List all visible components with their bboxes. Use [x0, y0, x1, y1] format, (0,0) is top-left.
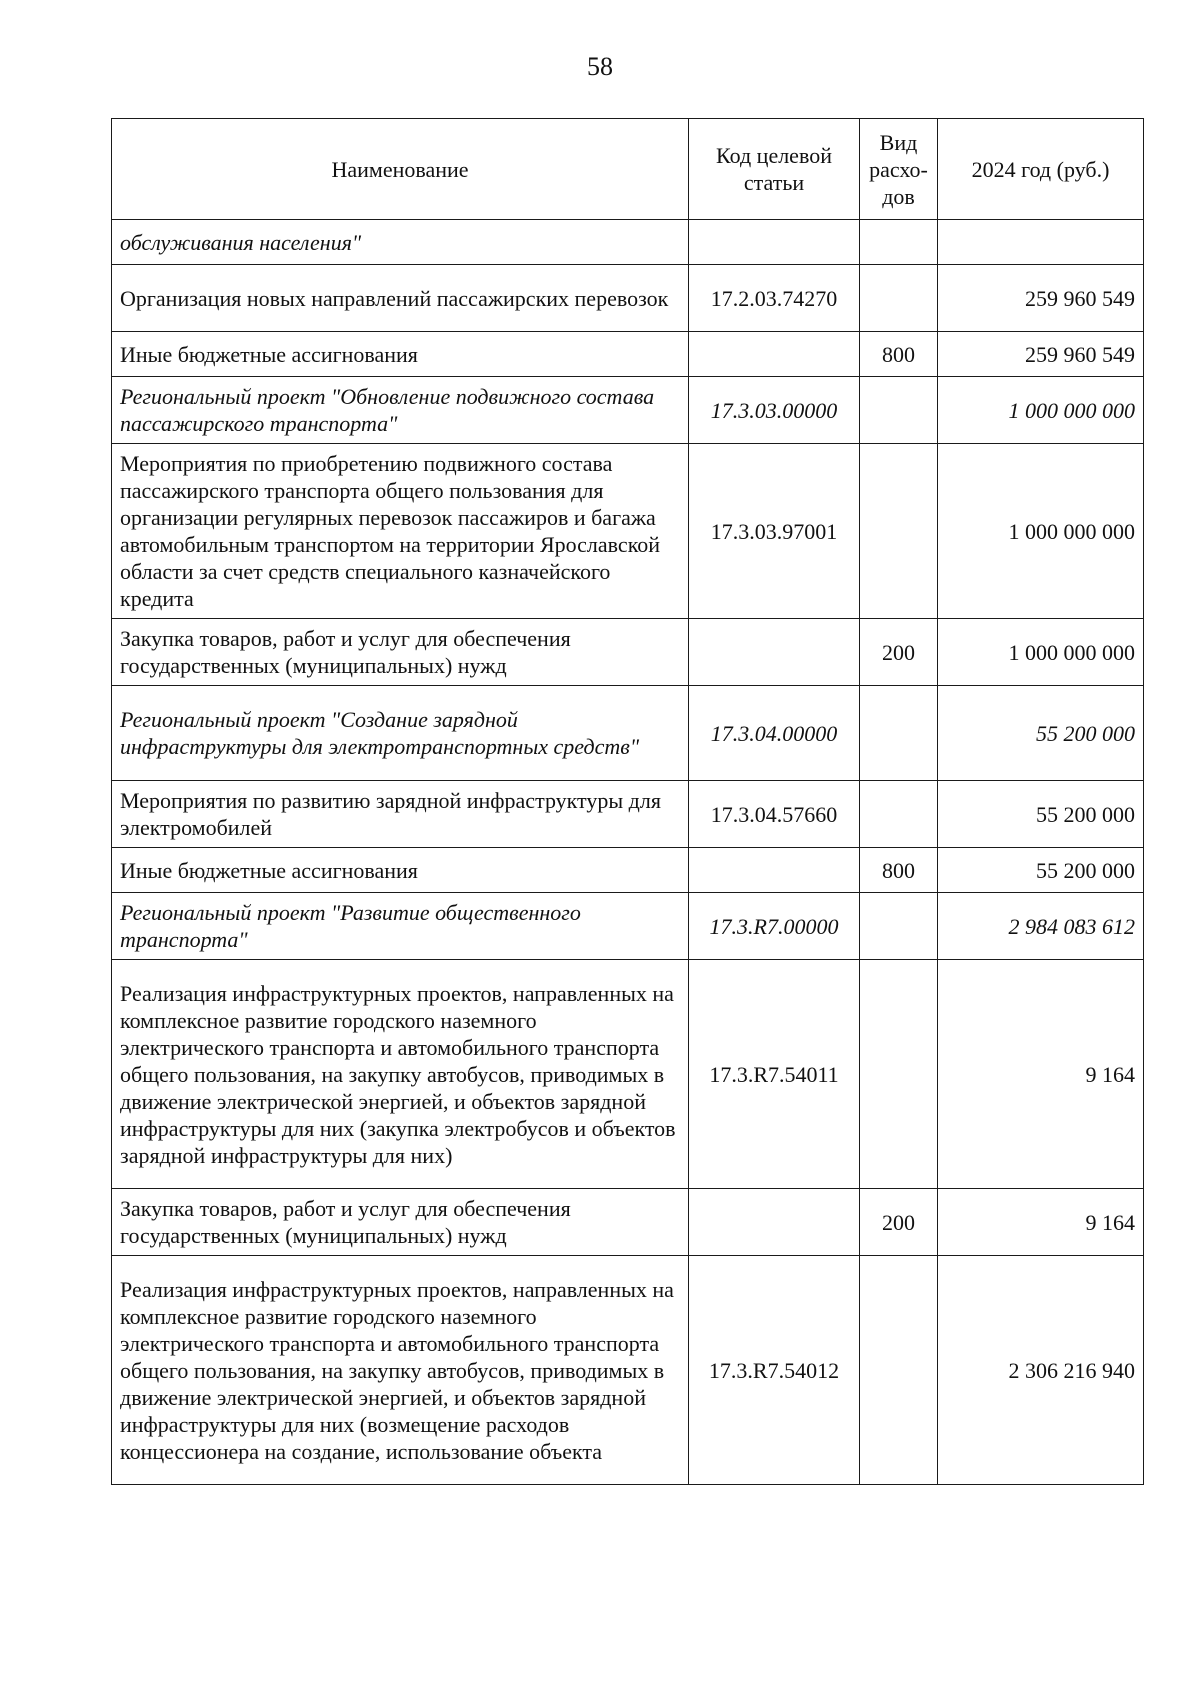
- cell-amount: 9 164: [938, 960, 1144, 1189]
- table-row: [112, 332, 1144, 377]
- cell-name: обслуживания населения": [112, 220, 689, 265]
- cell-amount: [938, 220, 1144, 265]
- cell-amount: 2 306 216 940: [938, 1256, 1144, 1485]
- cell-amount: 259 960 549: [938, 332, 1144, 377]
- cell-amount: 1 000 000 000: [938, 619, 1144, 686]
- cell-code: 17.2.03.74270: [689, 265, 860, 332]
- cell-kind: [860, 1256, 938, 1485]
- cell-amount: 55 200 000: [938, 686, 1144, 781]
- table-row: [112, 377, 1144, 444]
- cell-name: Региональный проект "Создание зарядной инфраструктуры для электротранспортных средств": [112, 686, 689, 781]
- cell-code: 17.3.03.00000: [689, 377, 860, 444]
- cell-code: [689, 848, 860, 893]
- cell-kind: [860, 781, 938, 848]
- cell-kind: [860, 960, 938, 1189]
- cell-kind: [860, 444, 938, 619]
- cell-kind: [860, 893, 938, 960]
- cell-amount: 259 960 549: [938, 265, 1144, 332]
- cell-amount: 55 200 000: [938, 781, 1144, 848]
- table-row: [112, 220, 1144, 265]
- cell-amount: 1 000 000 000: [938, 377, 1144, 444]
- cell-code: 17.3.04.57660: [689, 781, 860, 848]
- cell-name: Мероприятия по развитию зарядной инфраструктуры для электромобилей: [112, 781, 689, 848]
- cell-kind: [860, 220, 938, 265]
- cell-name: Иные бюджетные ассигнования: [112, 848, 689, 893]
- cell-name: Организация новых направлений пассажирских перевозок: [112, 265, 689, 332]
- header-code: Код целевой статьи: [689, 119, 860, 220]
- cell-code: 17.3.R7.00000: [689, 893, 860, 960]
- cell-code: 17.3.04.00000: [689, 686, 860, 781]
- header-amount: 2024 год (руб.): [938, 119, 1144, 220]
- table-row: [112, 265, 1144, 332]
- cell-kind: [860, 265, 938, 332]
- cell-name: Иные бюджетные ассигнования: [112, 332, 689, 377]
- cell-name: Региональный проект "Обновление подвижного состава пассажирского транспорта": [112, 377, 689, 444]
- table-row: [112, 1256, 1144, 1485]
- header-kind: Вид расхо-дов: [860, 119, 938, 220]
- cell-kind: [860, 377, 938, 444]
- cell-name: Реализация инфраструктурных проектов, направленных на комплексное развитие городского наземного электрического транспорта и автомобильного транспорта общего пользования, на закупку автобусов, приводимых в движение электрической энергией, и объектов зарядной инфраструктуры для них (закупка электробусов и объектов зарядной инфраструктуры для них): [112, 960, 689, 1189]
- table-row: [112, 1189, 1144, 1256]
- cell-code: [689, 220, 860, 265]
- cell-kind: 200: [860, 619, 938, 686]
- table-row: [112, 444, 1144, 619]
- cell-code: 17.3.R7.54012: [689, 1256, 860, 1485]
- header-name: Наименование: [112, 119, 689, 220]
- page-number: 58: [587, 52, 613, 81]
- cell-code: [689, 332, 860, 377]
- cell-amount: 9 164: [938, 1189, 1144, 1256]
- cell-kind: 200: [860, 1189, 938, 1256]
- cell-kind: 800: [860, 848, 938, 893]
- table-row: [112, 893, 1144, 960]
- cell-code: 17.3.03.97001: [689, 444, 860, 619]
- cell-name: Региональный проект "Развитие общественного транспорта": [112, 893, 689, 960]
- cell-kind: 800: [860, 332, 938, 377]
- cell-code: [689, 619, 860, 686]
- table-row: [112, 686, 1144, 781]
- cell-amount: 2 984 083 612: [938, 893, 1144, 960]
- table-row: [112, 781, 1144, 848]
- cell-amount: 55 200 000: [938, 848, 1144, 893]
- cell-name: Закупка товаров, работ и услуг для обеспечения государственных (муниципальных) нужд: [112, 1189, 689, 1256]
- table-row: [112, 848, 1144, 893]
- budget-table: [111, 118, 1144, 1485]
- cell-name: Мероприятия по приобретению подвижного состава пассажирского транспорта общего пользования для организации регулярных перевозок пассажиров и багажа автомобильным транспортом на территории Ярославской области за счет средств специального казначейского кредита: [112, 444, 689, 619]
- cell-kind: [860, 686, 938, 781]
- table-row: [112, 619, 1144, 686]
- cell-code: 17.3.R7.54011: [689, 960, 860, 1189]
- table-header-row: [112, 119, 1144, 220]
- cell-code: [689, 1189, 860, 1256]
- table-row: [112, 960, 1144, 1189]
- cell-name: Закупка товаров, работ и услуг для обеспечения государственных (муниципальных) нужд: [112, 619, 689, 686]
- cell-name: Реализация инфраструктурных проектов, направленных на комплексное развитие городского наземного электрического транспорта и автомобильного транспорта общего пользования, на закупку автобусов, приводимых в движение электрической энергией, и объектов зарядной инфраструктуры для них (возмещение расходов концессионера на создание, использование объекта: [112, 1256, 689, 1485]
- cell-amount: 1 000 000 000: [938, 444, 1144, 619]
